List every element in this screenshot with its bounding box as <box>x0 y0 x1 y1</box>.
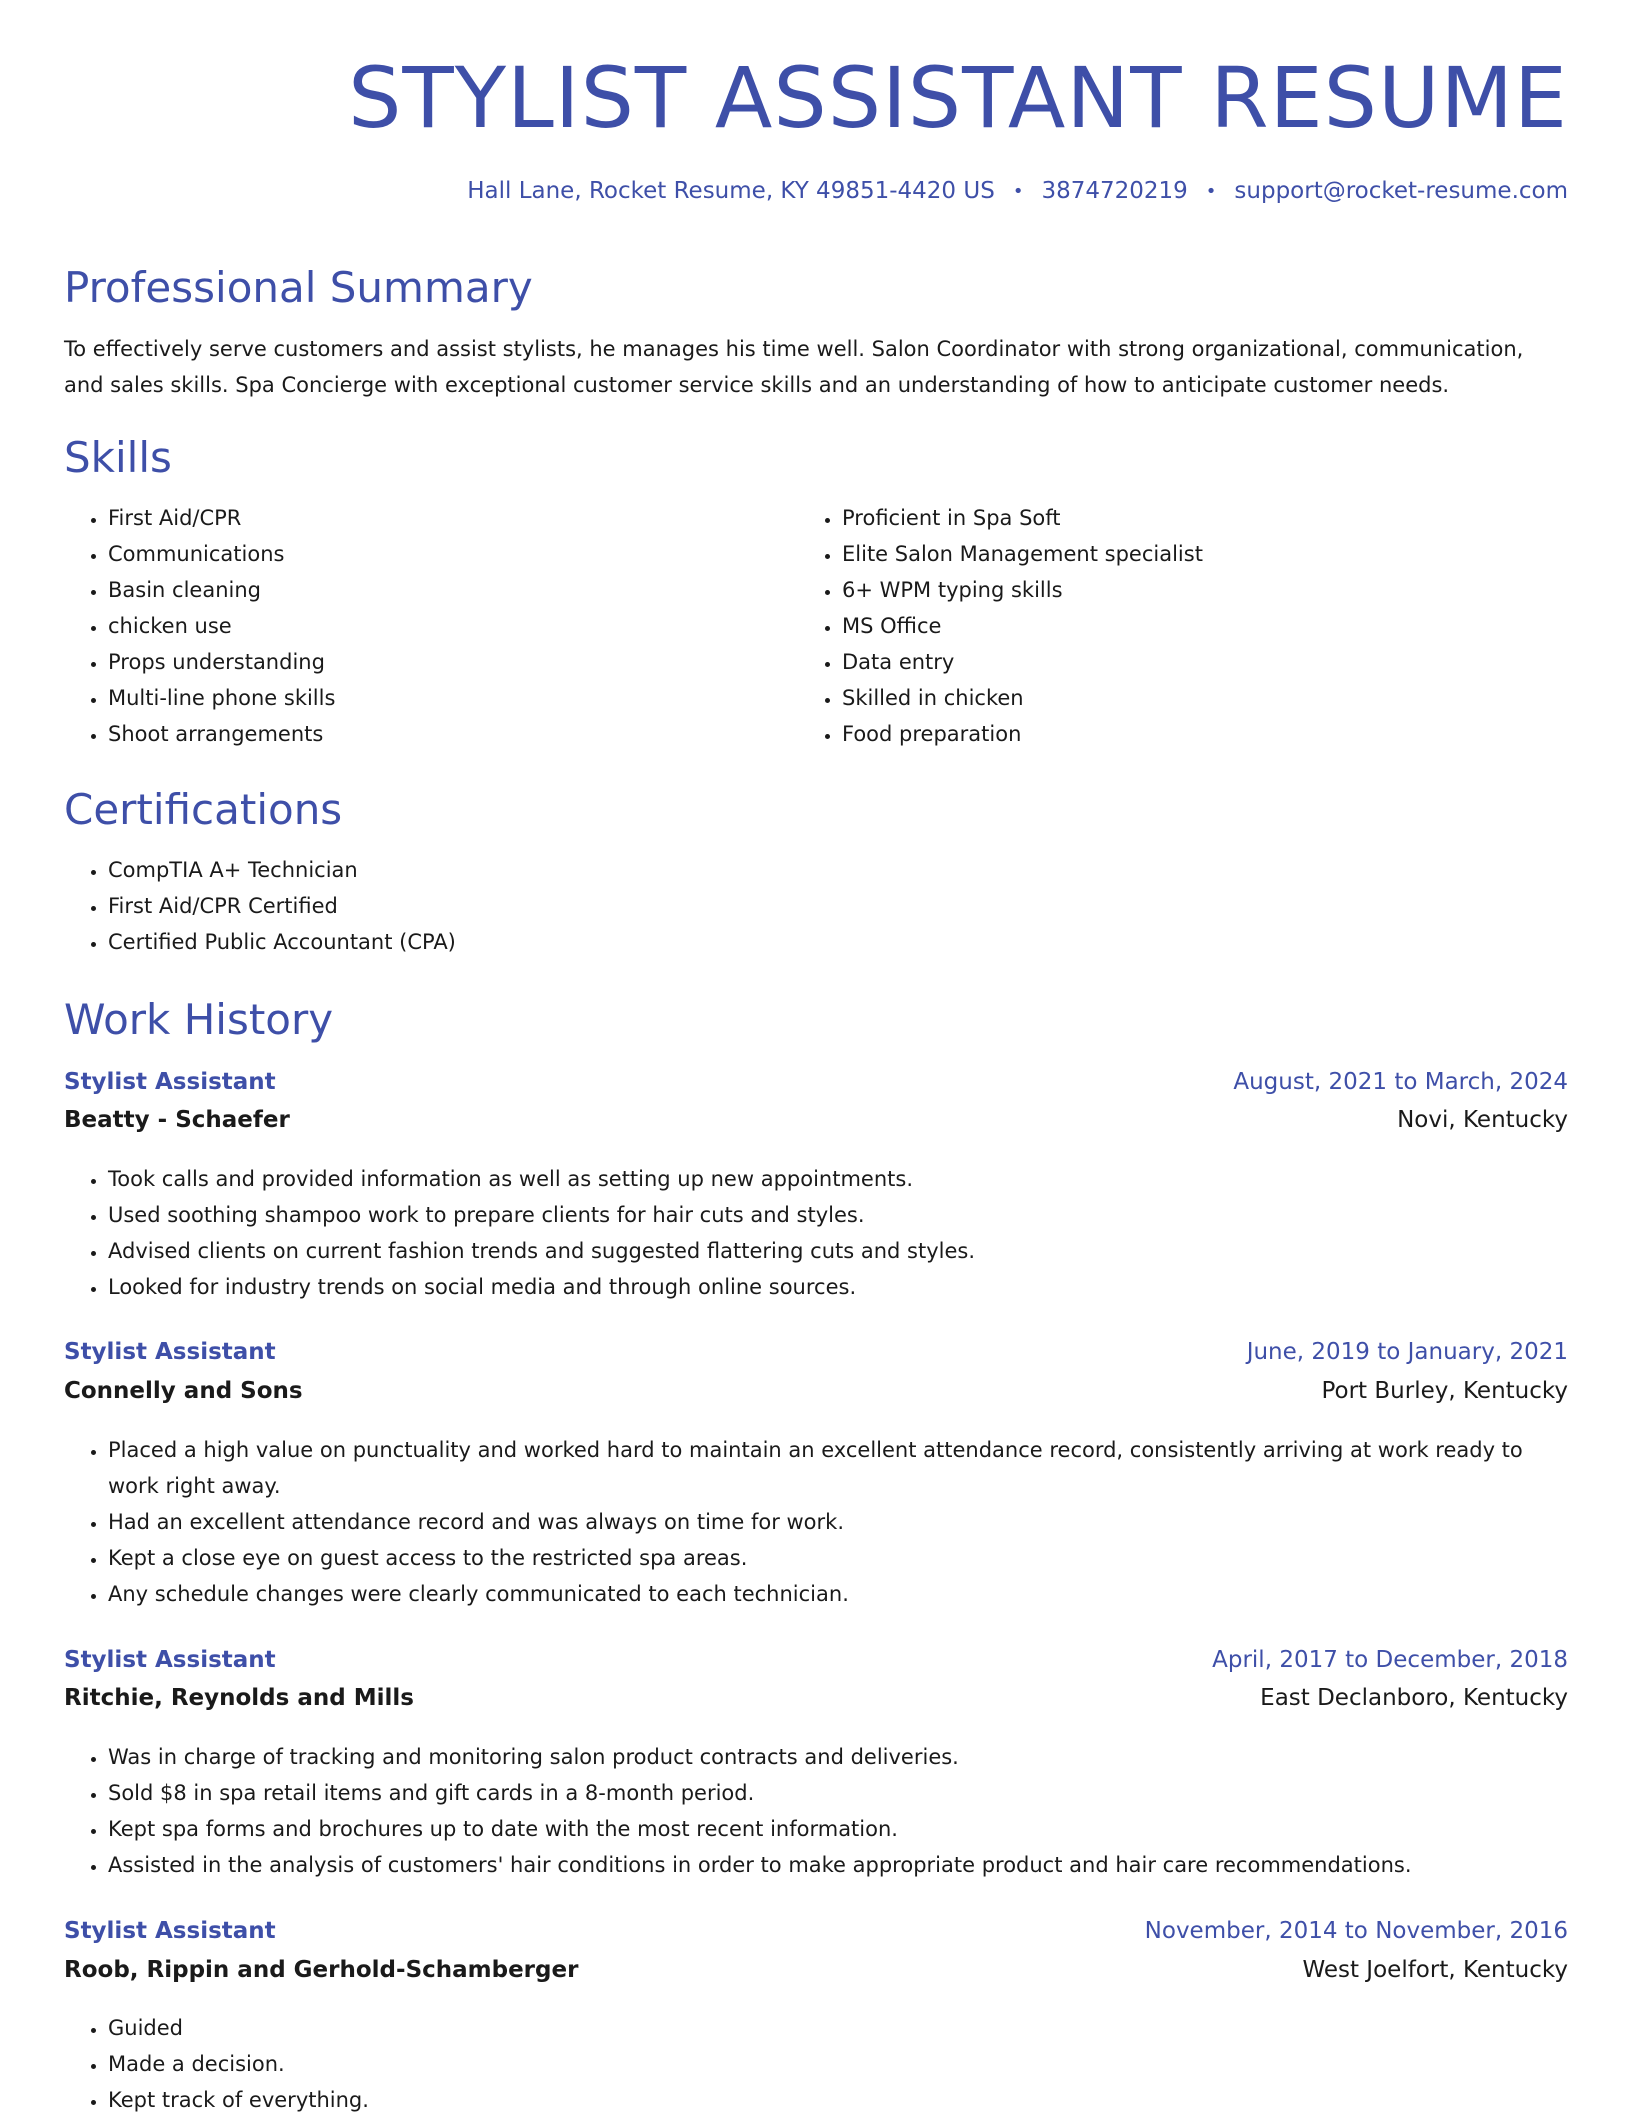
job-bullets <box>64 1432 1568 1612</box>
list-item: • Proficient in Spa Soft <box>842 500 1203 536</box>
job-dates: August, 2021 to March, 2024 <box>1233 1069 1568 1095</box>
contact-separator: • <box>1205 180 1217 202</box>
list-item: • Placed a high value on punctuality and worked hard to maintain an excellent attendance record, consistently arriving at work ready to work right away. <box>108 1432 1568 1504</box>
list-item: • Looked for industry trends on social media and through online sources. <box>108 1269 1568 1305</box>
job-title: Stylist Assistant <box>64 1069 276 1095</box>
job-header <box>64 1339 1568 1365</box>
job-dates: April, 2017 to December, 2018 <box>1212 1647 1568 1673</box>
list-item: • Certified Public Accountant (CPA) <box>108 924 456 960</box>
skills-list-right <box>798 500 1203 752</box>
contact-line <box>467 178 1568 204</box>
certifications-heading: Certifications <box>64 785 343 834</box>
list-item: • Multi-line phone skills <box>108 680 335 716</box>
list-item: • Any schedule changes were clearly communicated to each technician. <box>108 1576 1568 1612</box>
job-dates: June, 2019 to January, 2021 <box>1246 1339 1568 1365</box>
list-item: • Kept track of everything. <box>108 2082 1568 2118</box>
contact-separator: • <box>1012 180 1024 202</box>
contact-phone: 3874720219 <box>1041 178 1188 204</box>
skills-heading: Skills <box>64 433 172 482</box>
job-header <box>64 1069 1568 1095</box>
list-item: • Communications <box>108 536 335 572</box>
job-location: East Declanboro, Kentucky <box>1260 1685 1568 1711</box>
job-header <box>64 1647 1568 1673</box>
list-item: • Food preparation <box>842 716 1203 752</box>
contact-address: Hall Lane, Rocket Resume, KY 49851-4420 US <box>467 178 995 204</box>
list-item: • First Aid/CPR <box>108 500 335 536</box>
list-item: • Guided <box>108 2010 1568 2046</box>
job-dates: November, 2014 to November, 2016 <box>1144 1918 1568 1944</box>
list-item: • Took calls and provided information as well as setting up new appointments. <box>108 1161 1568 1197</box>
list-item: • Had an excellent attendance record and was always on time for work. <box>108 1504 1568 1540</box>
job-title: Stylist Assistant <box>64 1339 276 1365</box>
job-header <box>64 1918 1568 1944</box>
list-item: • Was in charge of tracking and monitoring salon product contracts and deliveries. <box>108 1739 1568 1775</box>
list-item: • Basin cleaning <box>108 572 335 608</box>
list-item: • MS Office <box>842 608 1203 644</box>
work-history-heading: Work History <box>64 995 334 1044</box>
job-subheader <box>64 1378 1568 1404</box>
list-item: • Used soothing shampoo work to prepare clients for hair cuts and styles. <box>108 1197 1568 1233</box>
list-item: • Kept a close eye on guest access to the restricted spa areas. <box>108 1540 1568 1576</box>
list-item: • Props understanding <box>108 644 335 680</box>
summary-text: To effectively serve customers and assist stylists, he manages his time well. Salon Coordinator with strong organizational, communication, and sales skills. Spa Concierge with exceptional customer service skills and an understanding of how to anticipate customer needs. <box>64 337 1524 397</box>
list-item: • First Aid/CPR Certified <box>108 888 456 924</box>
resume-title: STYLIST ASSISTANT RESUME <box>348 49 1568 147</box>
job-company: Beatty - Schaefer <box>64 1107 290 1133</box>
list-item: • Made a decision. <box>108 2046 1568 2082</box>
job-subheader <box>64 1685 1568 1711</box>
list-item: • Sold $8 in spa retail items and gift cards in a 8-month period. <box>108 1775 1568 1811</box>
list-item: • Assisted in the analysis of customers' hair conditions in order to make appropriate product and hair care recommendations. <box>108 1847 1568 1883</box>
job-company: Connelly and Sons <box>64 1378 303 1404</box>
job-location: Novi, Kentucky <box>1397 1107 1568 1133</box>
job-location: West Joelfort, Kentucky <box>1302 1957 1568 1983</box>
job-title: Stylist Assistant <box>64 1647 276 1673</box>
skills-list-left <box>64 500 335 752</box>
list-item: • CompTIA A+ Technician <box>108 852 456 888</box>
summary-heading: Professional Summary <box>64 263 533 312</box>
contact-email: support@rocket-resume.com <box>1234 178 1568 204</box>
list-item: • 6+ WPM typing skills <box>842 572 1203 608</box>
certifications-list <box>64 852 456 960</box>
list-item: • Shoot arrangements <box>108 716 335 752</box>
job-title: Stylist Assistant <box>64 1918 276 1944</box>
list-item: • chicken use <box>108 608 335 644</box>
job-company: Ritchie, Reynolds and Mills <box>64 1685 414 1711</box>
job-bullets <box>64 2010 1568 2118</box>
list-item: • Elite Salon Management specialist <box>842 536 1203 572</box>
list-item: • Advised clients on current fashion trends and suggested flattering cuts and styles. <box>108 1233 1568 1269</box>
job-company: Roob, Rippin and Gerhold-Schamberger <box>64 1957 579 1983</box>
job-bullets <box>64 1739 1568 1883</box>
job-location: Port Burley, Kentucky <box>1321 1378 1568 1404</box>
list-item: • Data entry <box>842 644 1203 680</box>
job-bullets <box>64 1161 1568 1305</box>
job-subheader <box>64 1107 1568 1133</box>
list-item: • Kept spa forms and brochures up to date with the most recent information. <box>108 1811 1568 1847</box>
job-subheader <box>64 1957 1568 1983</box>
list-item: • Skilled in chicken <box>842 680 1203 716</box>
